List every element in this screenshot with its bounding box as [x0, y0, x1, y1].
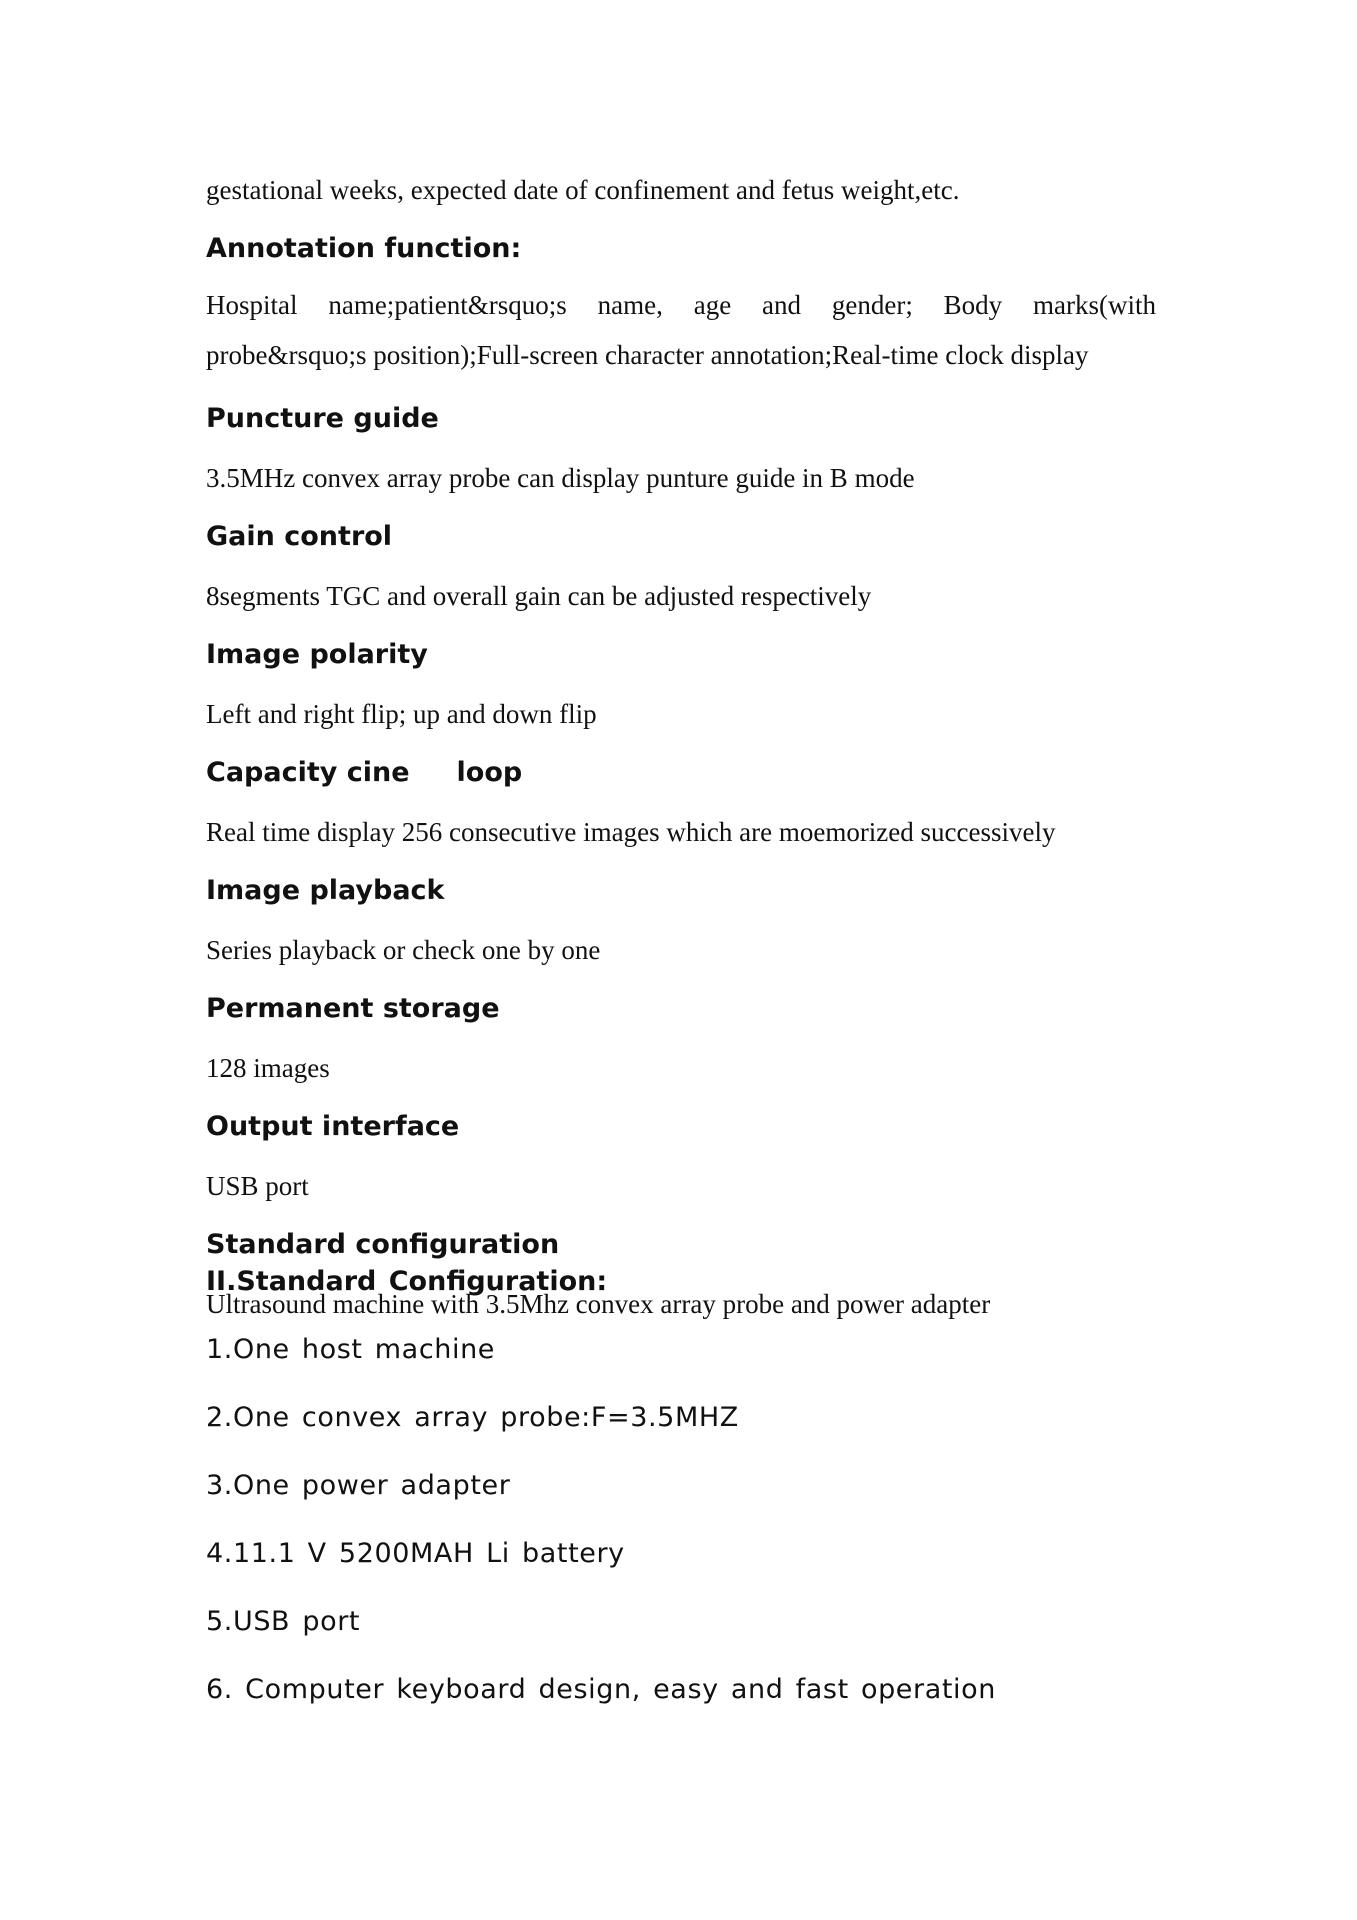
config-list-item: 6. Computer keyboard design, easy and fast operation: [206, 1674, 996, 1705]
document-page: [206, 170, 1156, 1324]
spec-body: Left and right flip; up and down flip: [206, 699, 597, 729]
spec-capacity-cine-loop: [206, 734, 1156, 852]
spec-body: Series playback or check one by one: [206, 935, 601, 965]
config-list-item: 5.USB port: [206, 1606, 361, 1637]
spec-body: 8segments TGC and overall gain can be adjusted respectively: [206, 581, 872, 611]
spec-body: Ultrasound machine with 3.5Mhz convex array probe and power adapter: [206, 1289, 991, 1319]
spec-annotation-function: [206, 210, 1156, 380]
spec-heading: Capacity cine loop: [206, 757, 523, 788]
spec-heading: Puncture guide: [206, 403, 439, 434]
spec-body-line-2: probe&rsquo;s position);Full-screen character annotation;Real-time clock display: [206, 340, 1089, 370]
spec-gain-control: [206, 498, 1156, 616]
continuation-text: gestational weeks, expected date of confinement and fetus weight,etc.: [206, 175, 960, 205]
spec-heading: Annotation function:: [206, 233, 522, 264]
spec-image-playback: [206, 852, 1156, 970]
spec-body: USB port: [206, 1171, 309, 1201]
spec-heading: Standard configuration: [206, 1229, 560, 1260]
spec-heading: Gain control: [206, 521, 393, 552]
spec-body: 3.5MHz convex array probe can display punture guide in B mode: [206, 463, 915, 493]
section-title: II.Standard Configuration:: [206, 1266, 608, 1297]
spec-heading: Permanent storage: [206, 993, 500, 1024]
spec-image-polarity: [206, 616, 1156, 734]
config-list-item: 2.One convex array probe:F=3.5MHZ: [206, 1402, 739, 1433]
config-list-item: 3.One power adapter: [206, 1470, 511, 1501]
spec-output-interface: [206, 1088, 1156, 1206]
spec-body: Real time display 256 consecutive images which are moemorized successively: [206, 817, 1056, 847]
spec-body-line-1: Hospital name;patient&rsquo;s name, age and gender; Body marks(with: [206, 290, 1156, 320]
config-list-item: 4.11.1 V 5200MAH Li battery: [206, 1538, 625, 1569]
spec-body: 128 images: [206, 1053, 330, 1083]
spec-heading: Output interface: [206, 1111, 460, 1142]
spec-puncture-guide: [206, 380, 1156, 498]
spec-heading: Image polarity: [206, 639, 428, 670]
spec-heading: Image playback: [206, 875, 445, 906]
standard-configuration-section: [206, 1262, 1156, 1710]
config-list-item: 1.One host machine: [206, 1334, 496, 1365]
spec-body: [206, 270, 1156, 380]
spec-permanent-storage: [206, 970, 1156, 1088]
